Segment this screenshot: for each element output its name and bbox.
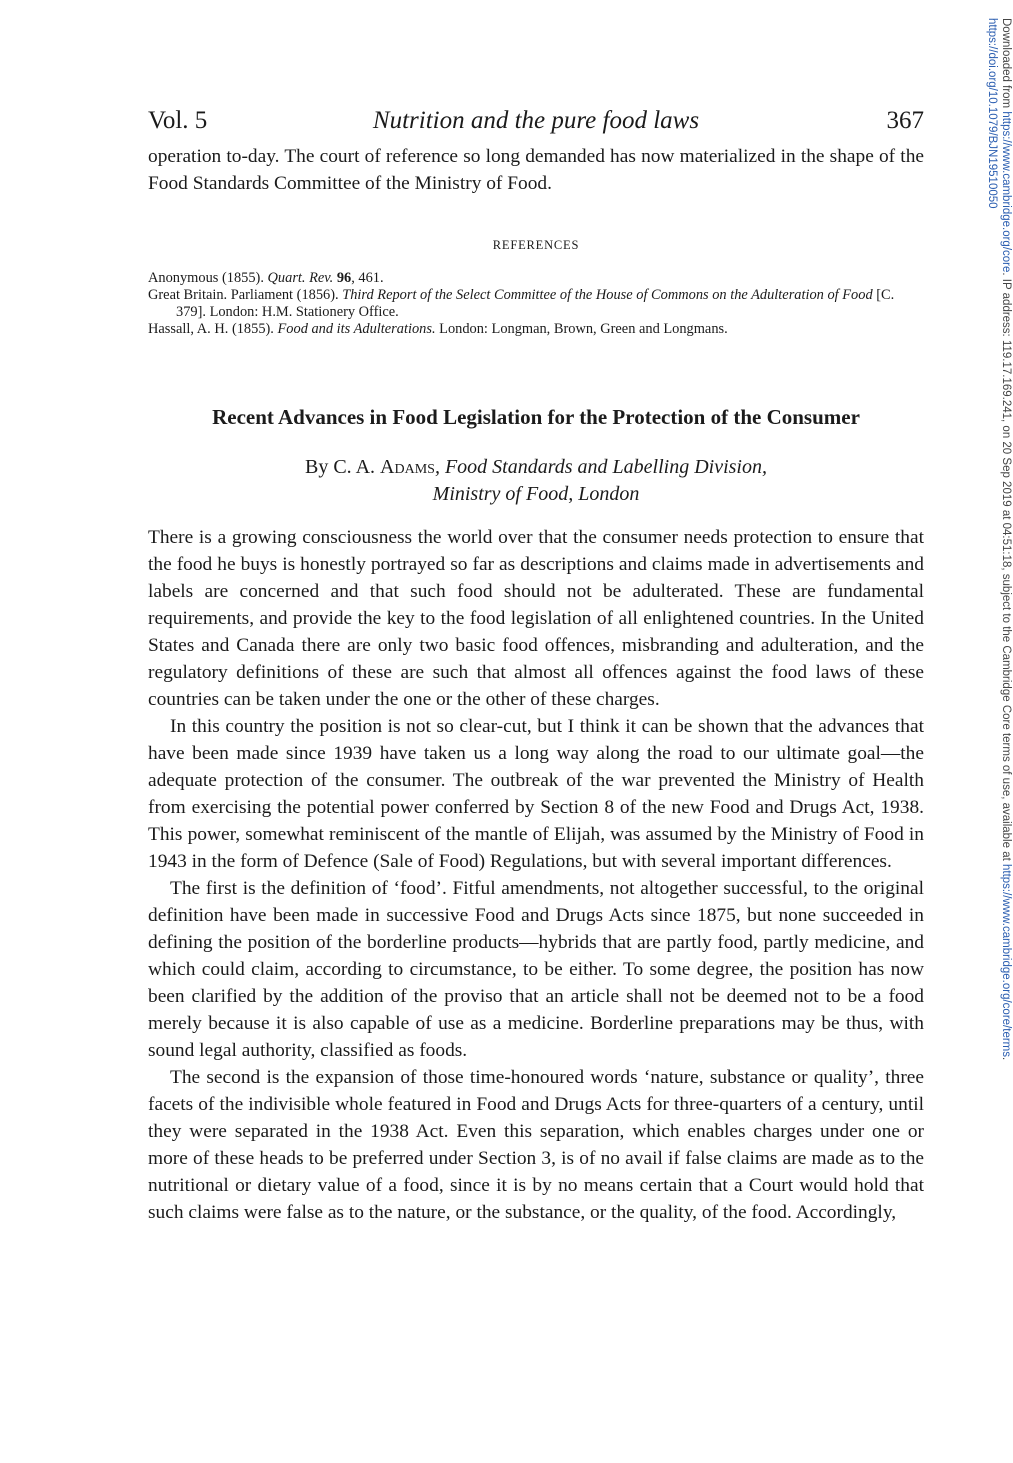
byline-prefix: By C. A. <box>305 456 381 478</box>
reference-author: Anonymous (1855). <box>148 270 264 286</box>
page-number: 367 <box>886 107 924 134</box>
article-body <box>148 524 924 1226</box>
article-title: Recent Advances in Food Legislation for the Protection of the Consumer <box>212 405 860 429</box>
body-paragraph: The second is the expansion of those time-honoured words ‘nature, substance or quality’, three facets of the indivisible whole featured in Food and Drugs Acts for three-quarters of a century, until they were separated in the 1938 Act. Even this separation, which enables charges under one or more of these heads to be preferred under Section 3, is of no avail if false claims are made as to the nutritional or dietary value of a food, since it is by no means certain that a Court would hold that such claims were false as to the nature, or the substance, or the quality, of the food. Accordingly, <box>148 1067 924 1223</box>
reference-title: Quart. Rev. <box>267 270 334 286</box>
doi-link[interactable]: https://doi.org/10.1079/BJN19510050 <box>986 18 998 209</box>
body-paragraph: The first is the definition of ‘food’. Fitful amendments, not altogether successful, to the original definition have been made in successive Food and Drugs Acts since 1875, but none succeeded in defining the position of the borderline products—hybrids that are partly food, partly medicine, and which could claim, according to circumstance, to be either. To some degree, the position has now been clarified by the addition of the proviso that an article shall not be deemed not to be a food merely because it is also capable of use as a medicine. Borderline preparations may be thus, with sound legal authority, classified as foods. <box>148 878 924 1061</box>
author-surname: Adams <box>380 456 435 478</box>
intro-paragraph: operation to-day. The court of reference so long demanded has now materialized in the shape of the Food Standards Committee of the Ministry of Food. <box>148 146 924 194</box>
references-heading: REFERENCES <box>492 238 580 252</box>
download-notice-text: . <box>1000 1057 1012 1061</box>
body-paragraph: In this country the position is not so clear-cut, but I think it can be shown that the advances that have been made since 1939 have taken us a long way along the road to our ultimate goal—the adequate protection of the consumer. The outbreak of the war prevented the Ministry of Health from exercising the potential power conferred by Section 8 of the new Food and Drugs Act, 1938. This power, somewhat reminiscent of the mantle of Elijah, was assumed by the Ministry of Food in 1943 in the form of Defence (Sale of Food) Regulations, but with several important differences. <box>148 716 924 872</box>
reference-title: Third Report of the Select Committee of the House of Commons on the Adulteration of Food <box>342 287 873 303</box>
intro-paragraph-block <box>148 143 924 197</box>
reference-item <box>148 321 924 338</box>
download-notice-text: . IP address: 119.17.169.241, on 20 Sep 2019 at 04:51:18, subject to the Cambridge Core terms of use, available at <box>1000 272 1012 864</box>
affiliation-line-2: Ministry of Food, London <box>432 483 640 505</box>
references-list <box>148 270 924 338</box>
download-notice-sidebar <box>986 18 1013 1061</box>
reference-title: Food and its Adulterations. <box>277 321 436 337</box>
terms-link[interactable]: https://www.cambridge.org/core/terms <box>1000 863 1012 1057</box>
volume-label: Vol. 5 <box>148 107 208 134</box>
download-notice-text: Downloaded from <box>1000 18 1012 112</box>
reference-rest: , 461. <box>351 270 384 286</box>
reference-volume: 96 <box>336 270 352 286</box>
reference-item <box>148 270 924 287</box>
reference-item <box>148 287 924 321</box>
running-header <box>148 104 924 138</box>
affiliation-line-1: , Food Standards and Labelling Division, <box>434 456 767 478</box>
running-title: Nutrition and the pure food laws <box>372 107 700 134</box>
cambridge-core-link[interactable]: https://www.cambridge.org/core <box>1000 111 1012 273</box>
reference-rest: [C. 379]. London: H.M. Stationery Office. <box>176 287 895 320</box>
byline <box>148 454 924 508</box>
body-paragraph: There is a growing consciousness the world over that the consumer needs protection to ensure that the food he buys is honestly portrayed so far as descriptions and claims made in advertisements and labels are concerned and that such food should not be adulterated. These are fundamental requirements, and provide the key to the food legislation of all enlightened countries. In the United States and Canada there are only two basic food offences, misbranding and adulteration, and the regulatory definitions of these are such that almost all offences against the food laws of these countries can be taken under the one or the other of these charges. <box>148 527 924 710</box>
download-notice-line <box>999 18 1013 1061</box>
reference-author: Great Britain. Parliament (1856). <box>148 287 339 303</box>
reference-author: Hassall, A. H. (1855). <box>148 321 274 337</box>
reference-rest: London: Longman, Brown, Green and Longmans. <box>435 321 728 337</box>
